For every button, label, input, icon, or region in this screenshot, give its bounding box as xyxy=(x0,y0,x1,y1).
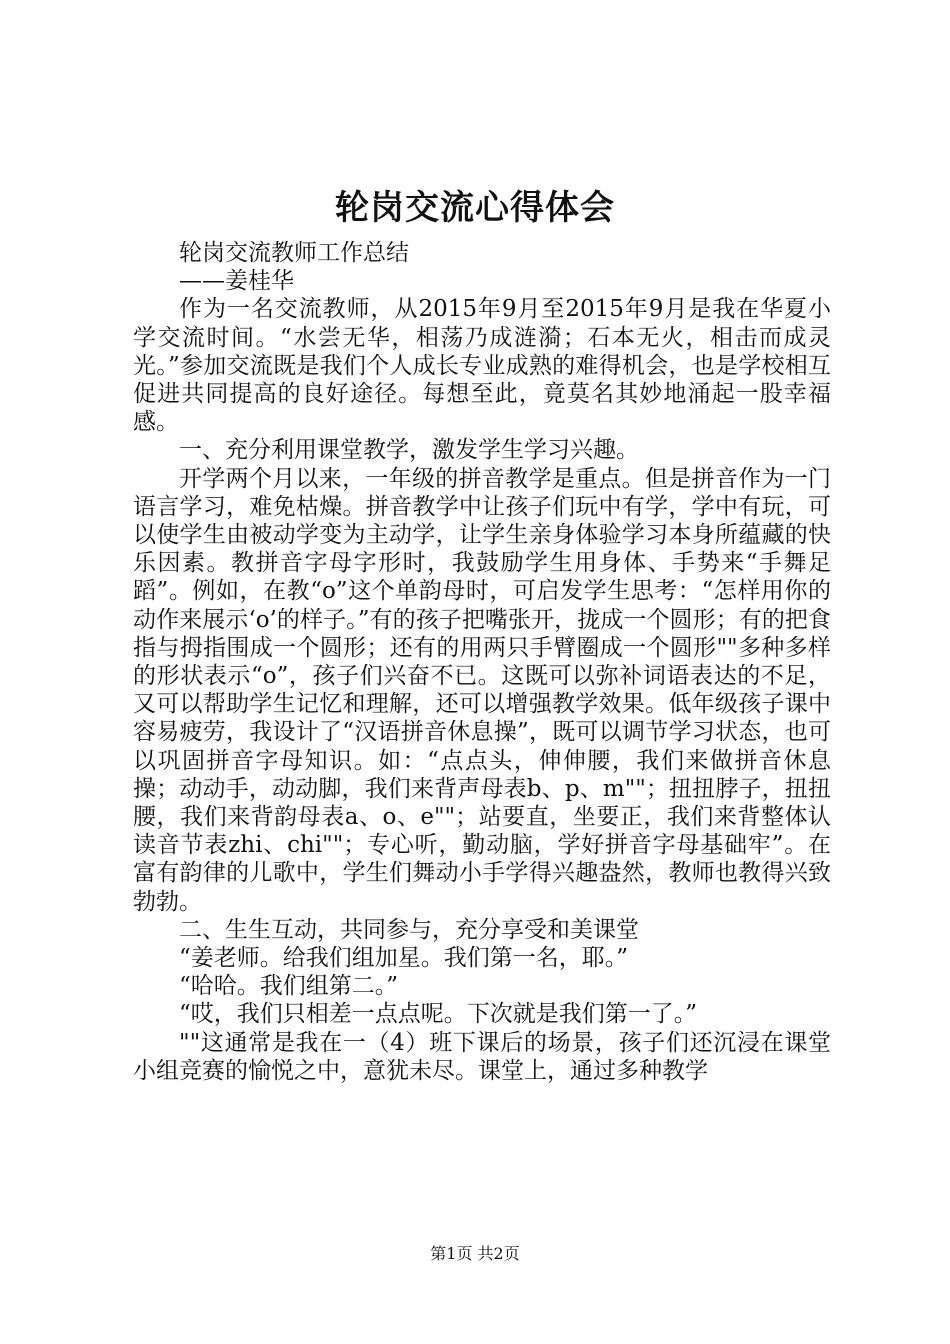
subtitle-paragraph: 轮岗交流教师工作总结 xyxy=(179,240,409,266)
body-paragraph: 开学两个月以来，一年级的拼音教学是重点。但是拼音作为一门语言学习，难免枯燥。拼音教学中让孩子们玩中有学，学中有玩，可以使学生由被动学变为主动学，让学生亲身体验学习本身所蕴藏的快乐因素。教拼音字母字形时，我鼓励学生用身体、手势来“手舞足蹈”。例如，在教“o”这个单韵母时，可启发学生思考：“怎样用你的动作来展示‘o’的样子。”有的孩子把嘴张开，拢成一个圆形；有的把食指与拇指围成一个圆形；还有的用两只手臂圈成一个圆形""多种多样的形状表示“o”，孩子们兴奋不已。这既可以弥补词语表达的不足，又可以帮助学生记忆和理解，还可以增强教学效果。低年级孩子课中容易疲劳，我设计了“汉语拼音休息操”，既可以调节学习状态，也可以巩固拼音字母知识。如：“点点头，伸伸腰，我们来做拼音休息操；动动手，动动脚，我们来背声母表b、p、m""；扭扭脖子，扭扭腰，我们来背韵母表a、o、e""；站要直，坐要正，我们来背整体认读音节表zhi、chi""；专心听，勤动脑，学好拼音字母基础牢”。在富有韵律的儿歌中，学生们舞动小手学得兴趣盎然，教师也教得兴致勃勃。 xyxy=(133,465,831,915)
document-body xyxy=(133,239,831,1085)
author-paragraph: ——姜桂华 xyxy=(179,268,294,295)
page-footer: 第1页 共2页 xyxy=(430,1244,520,1263)
body-paragraph: 作为一名交流教师，从2015年9月至2015年9月是我在华夏小学交流时间。“水尝无华，相荡乃成涟漪；石本无火，相击而成灵光。”参加交流既是我们个人成长专业成熟的难得机会，也是学校相互促进共同提高的良好途径。每想至此，竟莫名其妙地涌起一股幸福感。 xyxy=(133,296,831,436)
section-heading: 一、充分利用课堂教学，激发学生学习兴趣。 xyxy=(179,437,639,464)
section-heading: 二、生生互动，共同参与，充分享受和美课堂 xyxy=(179,916,639,943)
body-paragraph: “哈哈。我们组第二。” xyxy=(179,973,399,1000)
body-paragraph: ""这通常是我在一（4）班下课后的场景，孩子们还沉浸在课堂小组竞赛的愉悦之中，意犹未尽。课堂上，通过多种教学 xyxy=(133,1029,831,1084)
body-paragraph: “哎，我们只相差一点点呢。下次就是我们第一了。” xyxy=(179,1001,698,1028)
document-title: 轮岗交流心得体会 xyxy=(335,188,615,228)
body-paragraph: “姜老师。给我们组加星。我们第一名，耶。” xyxy=(179,945,629,972)
